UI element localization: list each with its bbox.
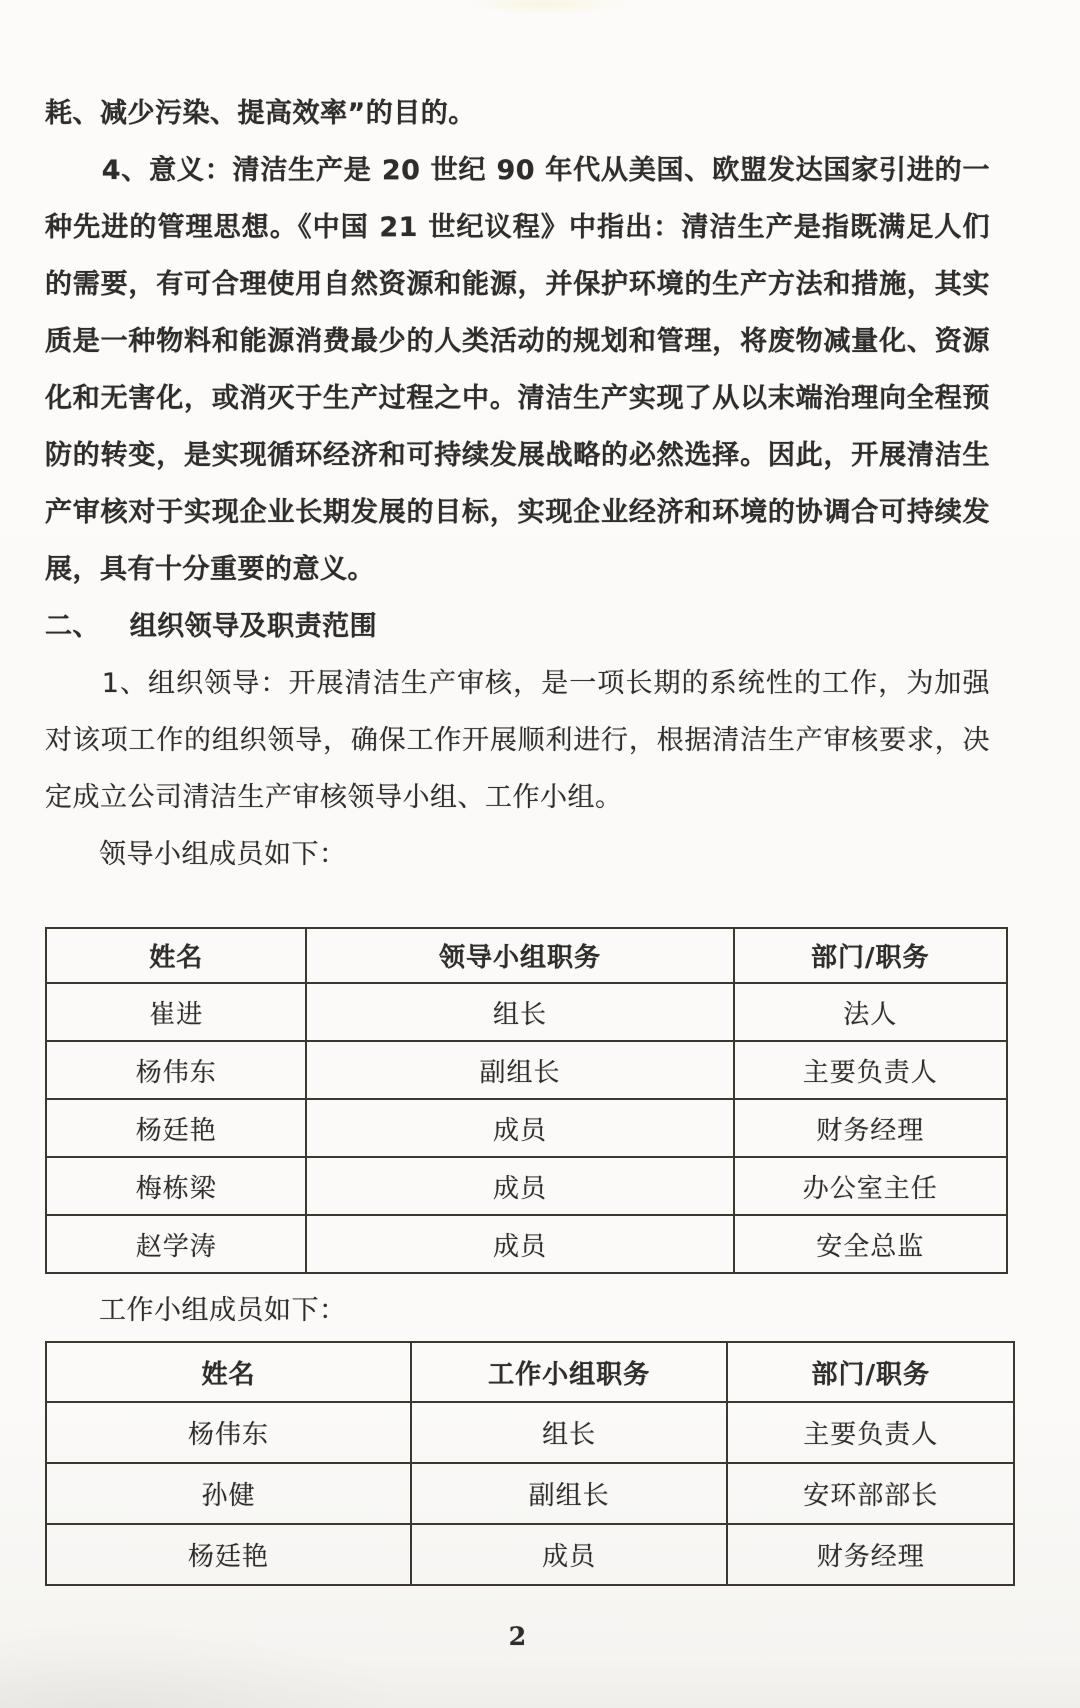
cell-name: 杨廷艳 (46, 1099, 306, 1157)
header-role: 工作小组职务 (411, 1342, 728, 1402)
table-row (46, 1402, 1014, 1463)
header-role: 领导小组职务 (306, 928, 733, 983)
cell-name: 杨廷艳 (46, 1524, 411, 1585)
cell-name: 梅栋梁 (46, 1157, 306, 1215)
section-numeral: 二、 (45, 611, 100, 642)
cell-name: 赵学涛 (46, 1215, 306, 1273)
table-row (46, 1041, 1007, 1099)
page-number: 2 (508, 1622, 527, 1651)
header-name: 姓名 (46, 928, 306, 983)
cell-name: 杨伟东 (46, 1041, 306, 1099)
cell-role: 成员 (306, 1215, 733, 1273)
leading-group-table (45, 927, 1008, 1274)
section-title: 组织领导及职责范围 (129, 611, 378, 642)
cell-role: 副组长 (306, 1041, 733, 1099)
table-row (46, 1215, 1007, 1273)
cell-department: 办公室主任 (734, 1157, 1007, 1215)
header-department: 部门/职务 (734, 928, 1007, 983)
paragraph-organization: 1、组织领导：开展清洁生产审核，是一项长期的系统性的工作，为加强对该项工作的组织领导，确保工作开展顺利进行，根据清洁生产审核要求，决定成立公司清洁生产审核领导小组、工作小组。 (45, 668, 990, 813)
working-group-caption: 工作小组成员如下： (99, 1295, 347, 1326)
cell-role: 成员 (306, 1157, 733, 1215)
cell-role: 成员 (411, 1524, 728, 1585)
working-group-table (45, 1341, 1015, 1586)
table-row (46, 1099, 1007, 1157)
cell-department: 财务经理 (727, 1524, 1014, 1585)
table-header-row (46, 928, 1007, 983)
header-department: 部门/职务 (727, 1342, 1014, 1402)
cell-department: 安环部部长 (727, 1463, 1014, 1524)
table-row (46, 1463, 1014, 1524)
header-name: 姓名 (46, 1342, 411, 1402)
table-row (46, 983, 1007, 1041)
table-row (46, 1524, 1014, 1585)
table-row (46, 1157, 1007, 1215)
cell-role: 组长 (306, 983, 733, 1041)
cell-department: 主要负责人 (734, 1041, 1007, 1099)
leading-group-caption: 领导小组成员如下： (99, 839, 347, 870)
section-heading (45, 598, 990, 655)
cell-role: 副组长 (411, 1463, 728, 1524)
cell-department: 安全总监 (734, 1215, 1007, 1273)
cell-department: 法人 (734, 983, 1007, 1041)
paragraph-meaning: 4、意义：清洁生产是 20 世纪 90 年代从美国、欧盟发达国家引进的一种先进的管理思想。《中国 21 世纪议程》中指出：清洁生产是指既满足人们的需要，有可合理使用自然资源和能源，并保护环境的生产方法和措施，其实质是一种物料和能源消费最少的人类活动的规划和管理，将废物减量化、资源化和无害化，或消灭于生产过程之中。清洁生产实现了从以末端治理向全程预防的转变，是实现循环经济和可持续发展战略的必然选择。因此，开展清洁生产审核对于实现企业长期发展的目标，实现企业经济和环境的协调合可持续发展，具有十分重要的意义。 (45, 155, 990, 585)
cell-name: 孙健 (46, 1463, 411, 1524)
table-header-row (46, 1342, 1014, 1402)
cell-name: 杨伟东 (46, 1402, 411, 1463)
cell-department: 主要负责人 (727, 1402, 1014, 1463)
cell-role: 成员 (306, 1099, 733, 1157)
cell-role: 组长 (411, 1402, 728, 1463)
cell-department: 财务经理 (734, 1099, 1007, 1157)
paragraph-continued-line: 耗、减少污染、提高效率”的目的。 (45, 98, 476, 129)
cell-name: 崔进 (46, 983, 306, 1041)
